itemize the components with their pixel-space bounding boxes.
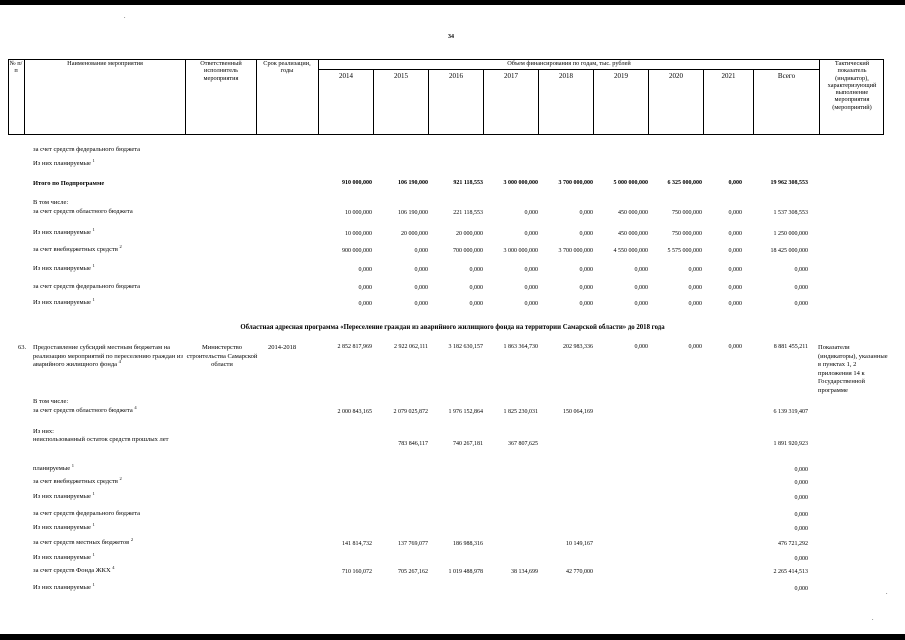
header-indicator: Тактический показатель (индикатор), характеризующий выполнение мероприятия (мероприятий) — [827, 60, 877, 111]
value-cell: 0,000 — [358, 301, 372, 307]
value-cell: 202 983,336 — [563, 344, 593, 350]
value-cell: 450 000,000 — [618, 231, 648, 237]
value-cell: 0,000 — [634, 267, 648, 273]
value-cell: 0,000 — [414, 285, 428, 291]
value-cell: 710 160,072 — [342, 569, 372, 575]
value-cell: 1 891 920,923 — [773, 441, 808, 447]
value-cell: 0,000 — [469, 301, 483, 307]
header-term: Срок реализации, годы — [263, 60, 311, 75]
top-border — [0, 0, 905, 5]
value-cell: 0,000 — [794, 586, 808, 592]
row-label: за счет внебюджетных средств $^2$ — [33, 243, 122, 253]
row-label: за счет средств федерального бюджета — [33, 146, 141, 153]
value-cell: 750 000,000 — [672, 231, 702, 237]
value-cell: 0,000 — [688, 267, 702, 273]
value-cell: 10 000,000 — [345, 210, 372, 216]
row-label: Из них планируемые $^1$ — [33, 521, 95, 531]
value-cell: 0,000 — [728, 267, 742, 273]
year-2015: 2015 — [394, 72, 408, 80]
value-cell: 0,000 — [358, 267, 372, 273]
row-label: Из них планируемые $^1$ — [33, 157, 95, 167]
row-label: Из них: — [33, 428, 54, 435]
year-2014: 2014 — [339, 72, 353, 80]
value-cell: 367 807,625 — [508, 441, 538, 447]
item-indicator: Показатели (индикаторы), указанные в пунктах 1, 2 приложения 14 к Государственной программе — [818, 344, 888, 394]
value-cell: 0,000 — [728, 180, 742, 186]
value-cell: 1 250 000,000 — [773, 231, 808, 237]
value-cell: 0,000 — [794, 480, 808, 486]
value-cell: 0,000 — [728, 231, 742, 237]
row-label-total: Итого по Подпрограмме — [33, 180, 105, 187]
value-cell: 0,000 — [524, 210, 538, 216]
value-cell: 0,000 — [414, 248, 428, 254]
year-2021: 2021 — [721, 72, 736, 80]
row-label: неиспользованный остаток средств прошлых лет — [33, 436, 169, 443]
value-cell: 3 000 000,000 — [503, 180, 538, 186]
year-2016: 2016 — [449, 72, 463, 80]
header-responsible: Ответственный исполнитель мероприятия — [200, 60, 242, 82]
value-cell: 2 079 025,872 — [393, 409, 428, 415]
value-cell: 450 000,000 — [618, 210, 648, 216]
value-cell: 700 000,000 — [453, 248, 483, 254]
value-cell: 8 881 455,211 — [773, 344, 808, 350]
value-cell: 476 721,292 — [778, 541, 808, 547]
value-cell: 0,000 — [414, 301, 428, 307]
value-cell: 0,000 — [579, 267, 593, 273]
bottom-border — [0, 634, 905, 640]
value-cell: 0,000 — [634, 285, 648, 291]
value-cell: 0,000 — [794, 556, 808, 562]
value-cell: 1 825 230,031 — [503, 409, 538, 415]
item-responsible: Министерство строительства Самарской области — [186, 344, 258, 368]
value-cell: 221 118,553 — [453, 210, 483, 216]
value-cell: 0,000 — [794, 526, 808, 532]
value-cell: 0,000 — [524, 301, 538, 307]
value-cell: 1 976 152,864 — [448, 409, 483, 415]
header-num: № п/п — [9, 60, 23, 75]
value-cell: 0,000 — [728, 248, 742, 254]
row-label: за счет средств областного бюджета — [33, 208, 133, 215]
value-cell: 0,000 — [794, 512, 808, 518]
scan-speck: . — [872, 616, 874, 622]
item-term: 2014-2018 — [268, 344, 297, 351]
value-cell: 20 000,000 — [456, 231, 483, 237]
row-label: Из них планируемые $^1$ — [33, 551, 95, 561]
scan-speck: . — [886, 590, 888, 596]
value-cell: 2 922 062,111 — [393, 344, 428, 350]
value-cell: 0,000 — [634, 344, 648, 350]
year-total: Всего — [777, 72, 796, 80]
value-cell: 0,000 — [794, 495, 808, 501]
item-name: Предоставление субсидий местным бюджетам на реализацию мероприятий по переселению граждан из аварийного жилищного фонда $^4$ — [33, 344, 183, 368]
row-label: В том числе: — [33, 199, 69, 206]
value-cell: 1 863 364,730 — [503, 344, 538, 350]
value-cell: 2 000 843,165 — [337, 409, 372, 415]
value-cell: 4 550 000,000 — [613, 248, 648, 254]
row-label: за счет внебюджетных средств $^2$ — [33, 475, 122, 485]
value-cell: 1 537 308,553 — [773, 210, 808, 216]
page-number: 34 — [448, 34, 454, 40]
value-cell: 750 000,000 — [672, 210, 702, 216]
row-label: за счет средств федерального бюджета — [33, 510, 141, 517]
value-cell: 910 000,000 — [342, 180, 372, 186]
value-cell: 5 000 000,000 — [613, 180, 648, 186]
row-label: В том числе: — [33, 398, 69, 405]
value-cell: 0,000 — [688, 285, 702, 291]
value-cell: 0,000 — [524, 267, 538, 273]
value-cell: 0,000 — [579, 285, 593, 291]
row-label: Из них планируемые $^1$ — [33, 581, 95, 591]
value-cell: 0,000 — [634, 301, 648, 307]
row-label: за счет средств областного бюджета $^4$ — [33, 404, 137, 414]
year-2018: 2018 — [559, 72, 573, 80]
section-title: Областная адресная программа «Переселение граждан из аварийного жилищного фонда на территории Самарской области» до 2018 года — [240, 324, 665, 331]
year-2020: 2020 — [669, 72, 683, 80]
value-cell: 740 267,181 — [453, 441, 483, 447]
value-cell: 0,000 — [579, 231, 593, 237]
value-cell: 18 425 000,000 — [770, 248, 808, 254]
value-cell: 0,000 — [794, 301, 808, 307]
value-cell: 1 019 488,978 — [448, 569, 483, 575]
year-2019: 2019 — [614, 72, 628, 80]
value-cell: 705 267,162 — [398, 569, 428, 575]
value-cell: 0,000 — [794, 285, 808, 291]
value-cell: 0,000 — [469, 285, 483, 291]
value-cell: 3 182 630,157 — [448, 344, 483, 350]
value-cell: 0,000 — [688, 344, 702, 350]
value-cell: 106 190,000 — [398, 210, 428, 216]
value-cell: 0,000 — [414, 267, 428, 273]
table-header — [8, 59, 884, 135]
value-cell: 150 064,169 — [563, 409, 593, 415]
value-cell: 783 846,117 — [398, 441, 428, 447]
value-cell: 3 000 000,000 — [503, 248, 538, 254]
row-label: за счет средств местных бюджетов $^2$ — [33, 536, 134, 546]
value-cell: 0,000 — [524, 285, 538, 291]
value-cell: 921 118,553 — [453, 180, 483, 186]
value-cell: 0,000 — [728, 285, 742, 291]
value-cell: 0,000 — [688, 301, 702, 307]
value-cell: 137 769,077 — [398, 541, 428, 547]
value-cell: 106 190,000 — [398, 180, 428, 186]
item-number: 63. — [18, 344, 27, 351]
value-cell: 5 575 000,000 — [667, 248, 702, 254]
value-cell: 0,000 — [358, 285, 372, 291]
value-cell: 0,000 — [579, 210, 593, 216]
value-cell: 0,000 — [794, 267, 808, 273]
value-cell: 186 988,316 — [453, 541, 483, 547]
value-cell: 20 000,000 — [401, 231, 428, 237]
row-label: планируемые $^1$ — [33, 462, 75, 472]
value-cell: 0,000 — [579, 301, 593, 307]
value-cell: 0,000 — [794, 467, 808, 473]
value-cell: 900 000,000 — [342, 248, 372, 254]
value-cell: 6 139 319,407 — [773, 409, 808, 415]
row-label: Из них планируемые $^1$ — [33, 262, 95, 272]
row-label: за счет средств Фонда ЖКХ $^4$ — [33, 564, 115, 574]
value-cell: 3 700 000,000 — [558, 180, 593, 186]
year-2017: 2017 — [504, 72, 518, 80]
value-cell: 10 149,167 — [566, 541, 593, 547]
header-name: Наименование мероприятия — [67, 60, 143, 67]
value-cell: 0,000 — [728, 301, 742, 307]
value-cell: 0,000 — [524, 231, 538, 237]
header-volume: Объем финансирования по годам, тыс. рублей — [507, 60, 631, 67]
value-cell: 141 814,732 — [342, 541, 372, 547]
value-cell: 42 770,000 — [566, 569, 593, 575]
value-cell: 0,000 — [469, 267, 483, 273]
value-cell: 38 134,699 — [511, 569, 538, 575]
row-label: Из них планируемые $^1$ — [33, 226, 95, 236]
value-cell: 19 962 308,553 — [770, 180, 808, 186]
row-label: Из них планируемые $^1$ — [33, 490, 95, 500]
row-label: Из них планируемые $^1$ — [33, 296, 95, 306]
value-cell: 6 325 000,000 — [667, 180, 702, 186]
value-cell: 0,000 — [728, 344, 742, 350]
value-cell: 10 000,000 — [345, 231, 372, 237]
value-cell: 0,000 — [728, 210, 742, 216]
scan-speck: . — [124, 14, 126, 20]
row-label: за счет средств федерального бюджета — [33, 283, 141, 290]
value-cell: 2 852 817,969 — [337, 344, 372, 350]
value-cell: 2 265 414,513 — [773, 569, 808, 575]
value-cell: 3 700 000,000 — [558, 248, 593, 254]
